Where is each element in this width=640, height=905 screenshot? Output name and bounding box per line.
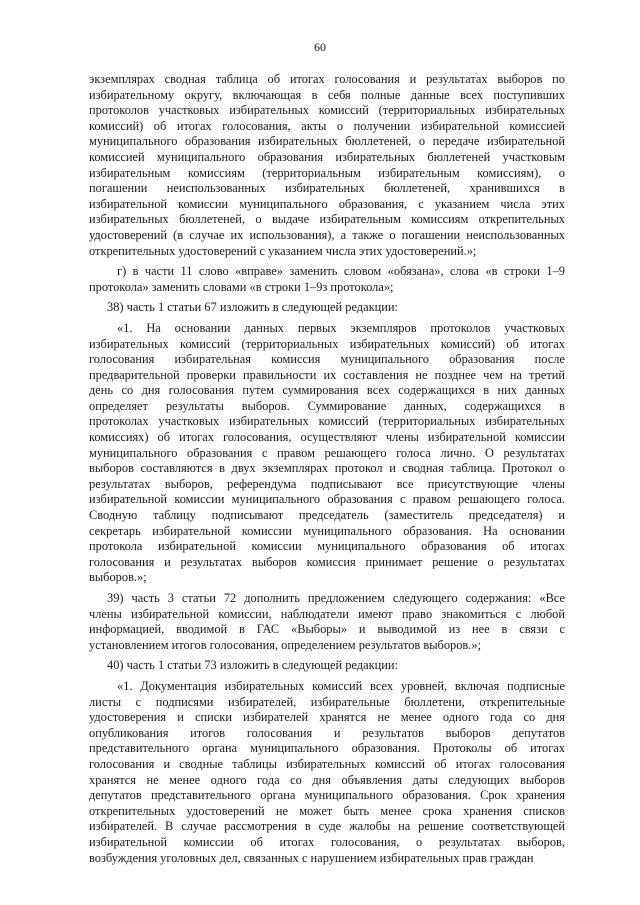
text-line: депутатов представительного органа муниципального образования. Срок хранения bbox=[89, 788, 565, 803]
text-line: «1. На основании данных первых экземпляров протоколов участковых bbox=[117, 320, 565, 335]
text-line: Сводную таблицу подписывают председатель (заместитель председателя) и bbox=[89, 508, 565, 523]
text-line: избирательной комиссии об итогах голосования, о результатах выборов, bbox=[89, 834, 565, 849]
text-line: комиссиях) об итогах голосования, осуществляют члены избирательной комиссии bbox=[89, 430, 565, 445]
text-line: возбуждения уголовных дел, связанных с нарушением избирательных прав граждан bbox=[89, 850, 534, 865]
text-line: предварительной проверки правильности их составления не позднее чем на третий bbox=[89, 367, 565, 382]
text-line: удостоверения и списки избирателей хранятся не менее одного года со дня bbox=[89, 710, 565, 725]
text-line: 38) часть 1 статьи 67 изложить в следующей редакции: bbox=[107, 300, 398, 315]
text-line: день со дня голосования путем суммирования всех содержащихся в них данных bbox=[89, 383, 565, 398]
text-line: открепительных удостоверений с указанием числа этих удостоверений.»; bbox=[89, 243, 477, 258]
paragraph bbox=[89, 300, 565, 316]
text-line: избирательной комиссии муниципального образования, с указанием числа этих bbox=[89, 196, 565, 211]
text-line: 40) часть 1 статьи 73 изложить в следующей редакции: bbox=[107, 658, 398, 673]
text-line: информацией, вводимой в ГАС «Выборы» и выводимой из нее в связи с bbox=[89, 622, 565, 637]
text-line: протоколах участковых избирательных комиссий (территориальных избирательных bbox=[89, 414, 565, 429]
text-line: голосования и сводные таблицы избирательных комиссий об итогах голосования bbox=[89, 756, 565, 771]
text-line: избирателей. В случае рассмотрения в суде жалобы на решение соответствующей bbox=[89, 819, 565, 834]
text-line: избирательных комиссий (территориальных избирательных комиссий) об итогах bbox=[89, 336, 565, 351]
text-line: избирательных бюллетеней, о выдаче избирательным комиссиям открепительных bbox=[89, 212, 565, 227]
text-line: удостоверений (в случае их использования), а также о погашении неиспользованных bbox=[89, 227, 565, 242]
text-line: избирательной комиссии муниципального образования с правом решающего голоса. bbox=[89, 492, 565, 507]
text-line: секретарь избирательной комиссии муниципального образования. На основании bbox=[89, 523, 565, 538]
paragraph bbox=[89, 679, 565, 866]
text-line: результатах выборов, референдума подписывают все присутствующие члены bbox=[89, 476, 565, 491]
text-line: голосования и результатах выборов комиссия принимает решение о результатах bbox=[89, 554, 565, 569]
text-line: протокола» заменить словами «в строки 1–9з протокола»; bbox=[89, 279, 394, 294]
text-line: избирательному округу, включающая в себя полные данные всех поступивших bbox=[89, 87, 565, 102]
paragraph bbox=[89, 72, 565, 259]
paragraph bbox=[89, 658, 565, 674]
text-line: протокола избирательной комиссии муниципального образования об итогах bbox=[89, 539, 565, 554]
paragraph bbox=[89, 264, 565, 295]
text-line: хранятся не менее одного года со дня объявления даты следующих выборов bbox=[89, 772, 565, 787]
text-line: выборов составляются в двух экземплярах протокол и сводная таблица. Протокол о bbox=[89, 461, 565, 476]
text-line: муниципального образования избирательных бюллетеней, о передаче избирательной bbox=[89, 134, 565, 149]
text-line: опубликования итогов голосования и результатов выборов депутатов bbox=[89, 725, 565, 740]
text-line: муниципального образования с правом решающего голоса лично. О результатах bbox=[89, 445, 565, 460]
text-line: выборов.»; bbox=[89, 570, 147, 585]
text-line: комиссией муниципального образования избирательных бюллетеней участковым bbox=[89, 149, 565, 164]
text-line: комиссий) об итогах голосования, акты о получении избирательной комиссией bbox=[89, 118, 565, 133]
text-line: 39) часть 3 статьи 72 дополнить предложением следующего содержания: «Все bbox=[107, 591, 565, 605]
text-line: протоколов участковых избирательных комиссий (территориальных избирательных bbox=[89, 103, 565, 118]
text-line: погашении неиспользованных избирательных бюллетеней, хранившихся в bbox=[89, 181, 565, 196]
paragraph bbox=[89, 591, 565, 653]
text-line: представительного органа муниципального образования. Протоколы об итогах bbox=[89, 741, 565, 756]
text-line: «1. Документация избирательных комиссий всех уровней, включая подписные bbox=[117, 678, 565, 693]
page-number: 60 bbox=[314, 40, 326, 54]
text-line: листы с подписями избирателей, избирательные бюллетени, открепительные bbox=[89, 694, 565, 709]
text-line: открепительных удостоверений не может быть менее срока хранения списков bbox=[89, 803, 565, 818]
document-body bbox=[89, 72, 565, 866]
text-line: голосования избирательная комиссия муниципального образования после bbox=[89, 352, 565, 367]
text-line: определяет результаты выборов. Суммирование данных, содержащихся в bbox=[89, 398, 565, 413]
text-line: г) в части 11 слово «вправе» заменить словом «обязана», слова «в строки 1–9 bbox=[117, 264, 565, 279]
text-line: установлением итогов голосования, определением результатов выборов.»; bbox=[89, 637, 482, 652]
text-line: экземплярах сводная таблица об итогах голосования и результатах выборов по bbox=[89, 72, 565, 86]
text-line: избирательным комиссиям (территориальным избирательным комиссиям), о bbox=[89, 165, 565, 180]
text-line: члены избирательной комиссии, наблюдатели имеют право знакомиться с любой bbox=[89, 606, 565, 621]
paragraph bbox=[89, 321, 565, 586]
